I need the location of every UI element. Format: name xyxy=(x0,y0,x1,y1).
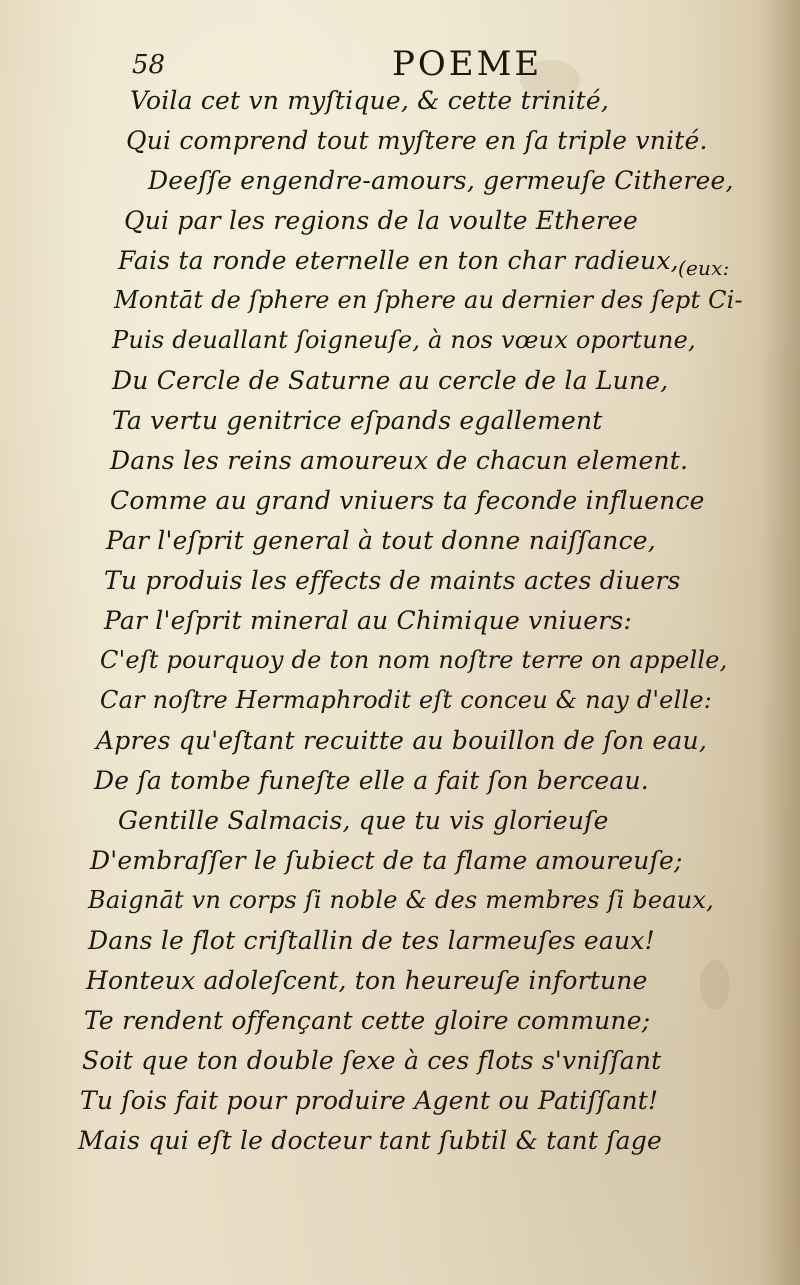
page-edge-shadow xyxy=(760,0,800,1285)
verse-line: De ſa tombe funeſte elle a fait ſon berceau. xyxy=(94,766,649,795)
verse-line: Par l'eſprit mineral au Chimique vniuers: xyxy=(104,606,632,635)
verse-line: C'eſt pourquoy de ton nom noſtre terre on appelle, xyxy=(100,646,728,674)
page-header xyxy=(0,44,800,88)
verse-line: Mais qui eſt le docteur tant ſubtil & tant ſage xyxy=(78,1126,662,1155)
verse-line: Dans les reins amoureux de chacun element. xyxy=(110,446,689,475)
verse-line: Ta vertu genitrice eſpands egallement xyxy=(112,406,603,435)
verse-line: Par l'eſprit general à tout donne naiſſance, xyxy=(106,526,656,555)
verse-line: Qui comprend tout myſtere en ſa triple vnité. xyxy=(126,126,708,155)
verse-line: Deeſſe engendre-amours, germeuſe Citheree, xyxy=(148,166,734,195)
verse-line: Baignāt vn corps ſi noble & des membres ſi beaux, xyxy=(88,886,714,914)
paper-stain xyxy=(700,960,730,1010)
verse-line: Qui par les regions de la voulte Etheree xyxy=(124,206,638,235)
verse-line: D'embraſſer le ſubiect de ta flame amoureuſe; xyxy=(90,846,683,875)
verse-line: Du Cercle de Saturne au cercle de la Lune, xyxy=(112,366,669,395)
turnover-fragment: (eux: xyxy=(678,256,730,280)
verse-line: Montāt de ſphere en ſphere au dernier des ſept Ci- xyxy=(114,286,743,314)
verse-line: Soit que ton double ſexe à ces flots s'vniſſant xyxy=(82,1046,662,1075)
verse-line: Te rendent offençant cette gloire commune; xyxy=(84,1006,651,1035)
verse-line: Puis deuallant ſoigneuſe, à nos vœux oportune, xyxy=(112,326,696,354)
verse-line: Dans le flot criſtallin de tes larmeuſes eaux! xyxy=(88,926,655,955)
running-title: POEME xyxy=(392,44,543,84)
verse-line: Tu produis les effects de maints actes diuers xyxy=(104,566,681,595)
verse-line: Fais ta ronde eternelle en ton char radieux, xyxy=(118,246,679,275)
verse-line: Tu ſois fait pour produire Agent ou Patiſſant! xyxy=(80,1086,659,1115)
verse-line: Gentille Salmacis, que tu vis glorieuſe xyxy=(118,806,609,835)
page-number: 58 xyxy=(132,50,166,80)
verse-line: Comme au grand vniuers ta feconde influence xyxy=(110,486,705,515)
verse-line: Honteux adoleſcent, ton heureuſe infortune xyxy=(86,966,648,995)
verse-line: Voila cet vn myſtique, & cette trinité, xyxy=(130,86,610,115)
verse-line: Car noſtre Hermaphrodit eſt conceu & nay d'elle: xyxy=(100,686,713,714)
verse-line: Apres qu'eſtant recuitte au bouillon de ſon eau, xyxy=(96,726,707,755)
